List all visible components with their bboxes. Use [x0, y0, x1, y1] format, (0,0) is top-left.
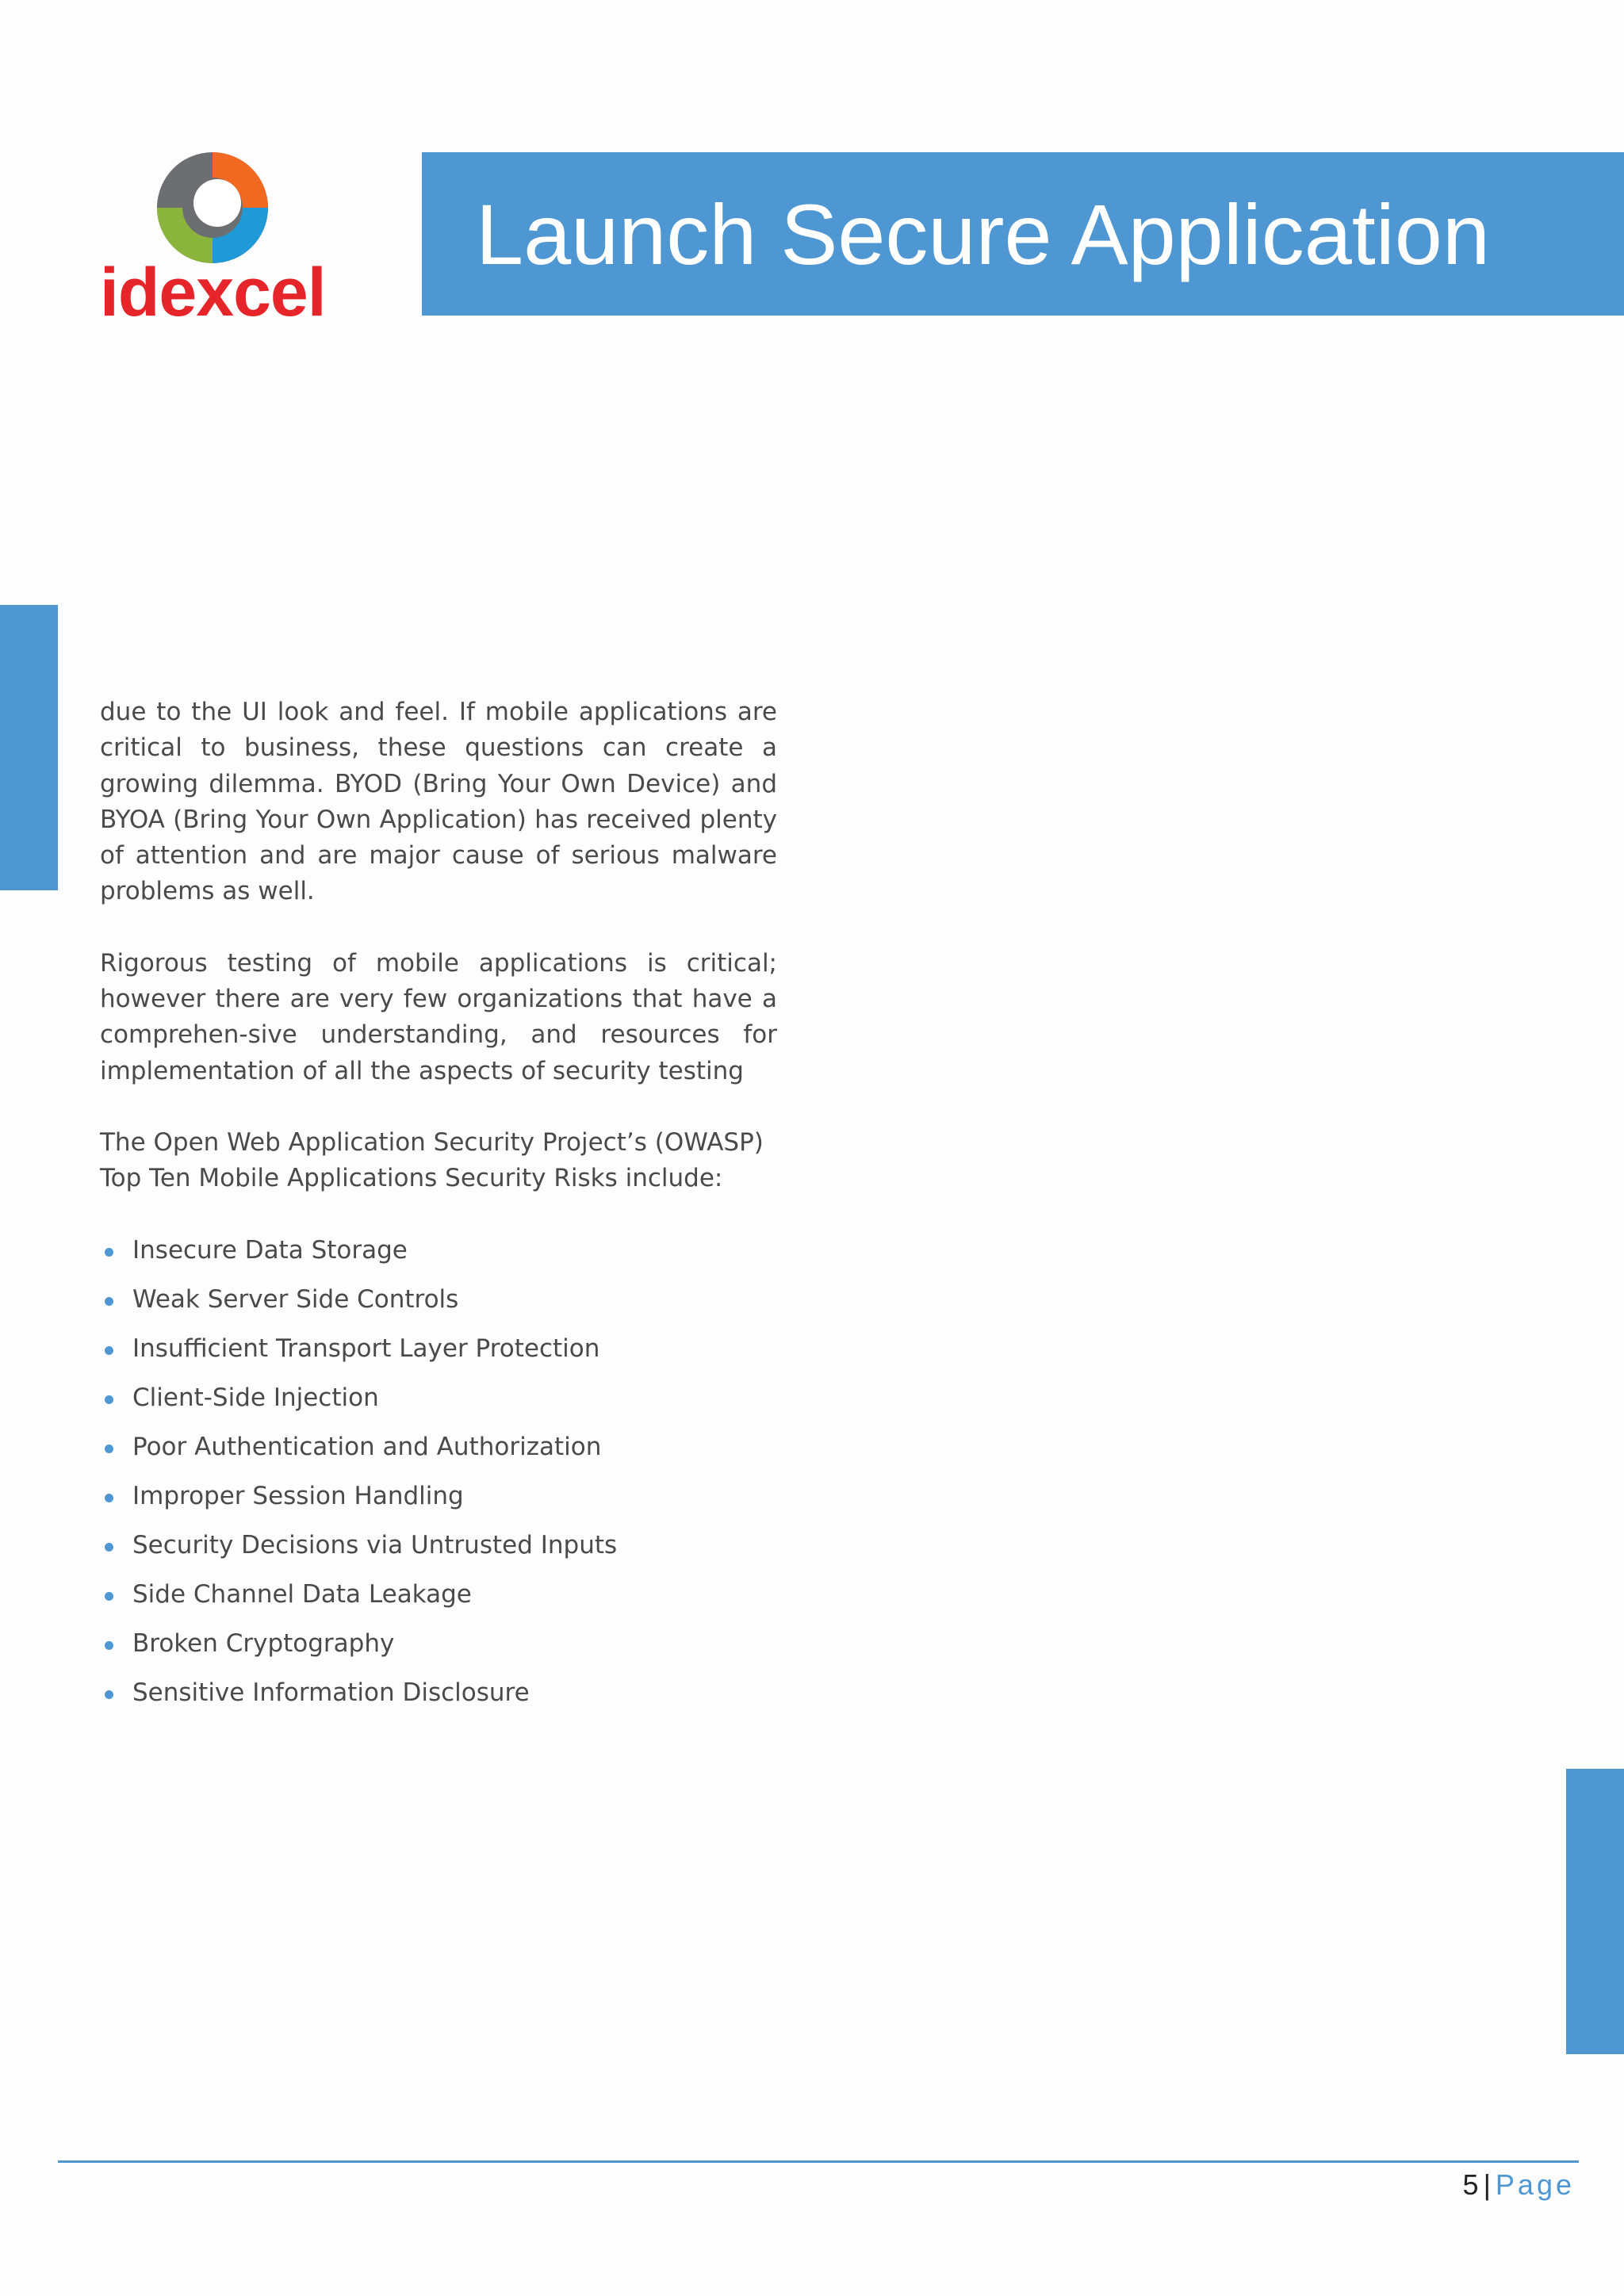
bullet-dot-icon [105, 1445, 113, 1453]
left-accent-bar [0, 605, 58, 890]
bullet-dot-icon [105, 1248, 113, 1257]
page-number: 5 [1462, 2168, 1479, 2201]
list-item [100, 1282, 777, 1331]
page-label: Page [1495, 2168, 1575, 2201]
list-item [100, 1233, 777, 1282]
list-item [100, 1577, 777, 1626]
list-item-label: Client-Side Injection [132, 1383, 379, 1412]
title-banner [422, 152, 1624, 316]
list-item [100, 1380, 777, 1429]
page-footer [1463, 2169, 1575, 2201]
list-item-label: Side Channel Data Leakage [132, 1579, 472, 1609]
bullet-dot-icon [105, 1494, 113, 1502]
list-item-label: Broken Cryptography [132, 1628, 395, 1658]
page-title: Launch Secure Application [476, 186, 1490, 282]
bullet-dot-icon [105, 1346, 113, 1355]
list-item-label: Poor Authentication and Authorization [132, 1432, 602, 1461]
page-separator: | [1483, 2168, 1491, 2201]
list-item [100, 1331, 777, 1380]
right-accent-bar [1566, 1769, 1624, 2054]
swirl-logo-icon [154, 149, 271, 266]
list-item-label: Improper Session Handling [132, 1481, 464, 1510]
company-logo [100, 149, 330, 331]
bullet-dot-icon [105, 1690, 113, 1699]
logo-wordmark: idexcel [100, 254, 326, 331]
list-item [100, 1675, 777, 1724]
list-item-label: Insufficient Transport Layer Protection [132, 1334, 600, 1363]
bullet-dot-icon [105, 1641, 113, 1650]
paragraph-intro: due to the UI look and feel. If mobile applications are critical to business, these questions can create a growing dilemma. BYOD (Bring Your Own Device) and BYOA (Bring Your Own Application) has received plenty of attention and are major cause of serious malware problems as well. [100, 698, 777, 906]
bullet-dot-icon [105, 1297, 113, 1306]
bullet-dot-icon [105, 1395, 113, 1404]
list-item-label: Insecure Data Storage [132, 1235, 408, 1265]
list-item [100, 1479, 777, 1528]
list-item-label: Security Decisions via Untrusted Inputs [132, 1530, 618, 1559]
bullet-dot-icon [105, 1592, 113, 1601]
list-item [100, 1626, 777, 1675]
list-item-label: Weak Server Side Controls [132, 1284, 459, 1314]
body-text-column [100, 695, 777, 1724]
footer-divider [58, 2160, 1579, 2163]
risk-list [100, 1233, 777, 1724]
paragraph-testing: Rigorous testing of mobile applications is critical; however there are very few organizations that have a comprehen-sive understanding, and resources for implementation of all the aspects of security testing [100, 948, 777, 1085]
list-item-label: Sensitive Information Disclosure [132, 1678, 530, 1707]
paragraph-owasp: The Open Web Application Security Project’s (OWASP) Top Ten Mobile Applications Security Risks include: [100, 1127, 764, 1193]
list-item [100, 1429, 777, 1479]
list-item [100, 1528, 777, 1577]
bullet-dot-icon [105, 1543, 113, 1552]
